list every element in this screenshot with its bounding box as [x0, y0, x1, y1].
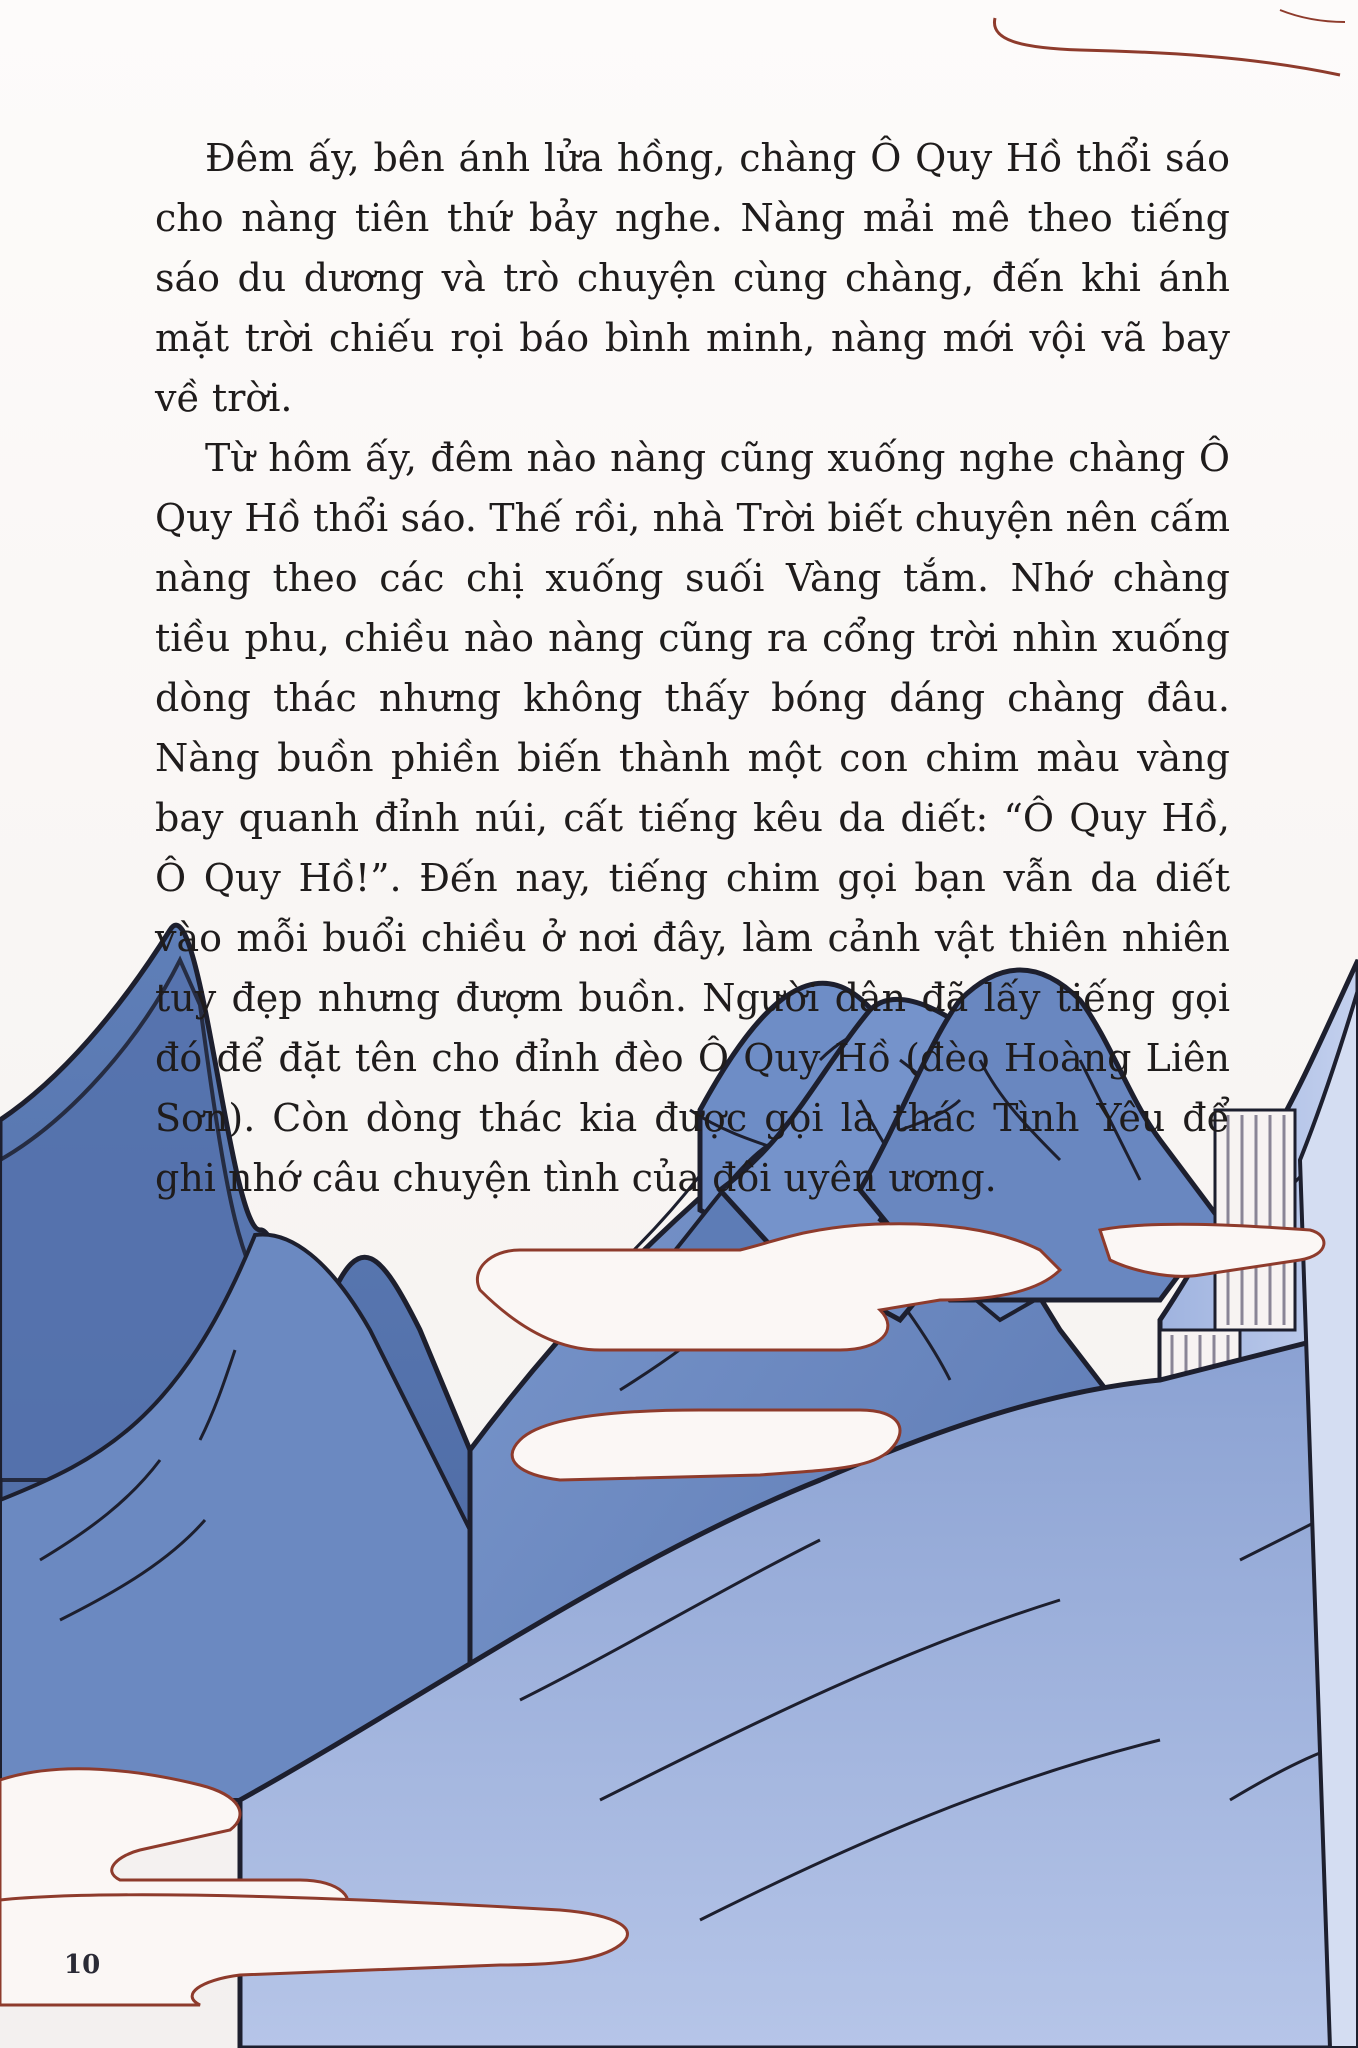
corner-cloud-curl: [994, 18, 1340, 75]
paragraph-2: Từ hôm ấy, đêm nào nàng cũng xuống nghe chàng Ô Quy Hồ thổi sáo. Thế rồi, nhà Trời biết chuyện nên cấm nàng theo các chị xuống suối Vàng tắm. Nhớ chàng tiều phu, chiều nào nàng cũng ra cổng trời nhìn xuống dòng thác nhưng không thấy bóng dáng chàng đâu. Nàng buồn phiền biến thành một con chim màu vàng bay quanh đỉnh núi, cất tiếng kêu da diết: “Ô Quy Hồ, Ô Quy Hồ!”. Đến nay, tiếng chim gọi bạn vẫn da diết vào mỗi buổi chiều ở nơi đây, làm cảnh vật thiên nhiên tuy đẹp nhưng đượm buồn. Người dân đã lấy tiếng gọi đó để đặt tên cho đỉnh đèo Ô Quy Hồ (đèo Hoàng Liên Sơn). Còn dòng thác kia được gọi là thác Tình Yêu để ghi nhớ câu chuyện tình của đôi uyên ương.: [155, 436, 1230, 1200]
paragraph-1: Đêm ấy, bên ánh lửa hồng, chàng Ô Quy Hồ thổi sáo cho nàng tiên thứ bảy nghe. Nàng mải mê theo tiếng sáo du dương và trò chuyện cùng chàng, đến khi ánh mặt trời chiếu rọi báo bình minh, nàng mới vội vã bay về trời.: [155, 136, 1230, 420]
page-number: 10: [64, 1950, 101, 1980]
story-text: [155, 128, 1230, 1208]
